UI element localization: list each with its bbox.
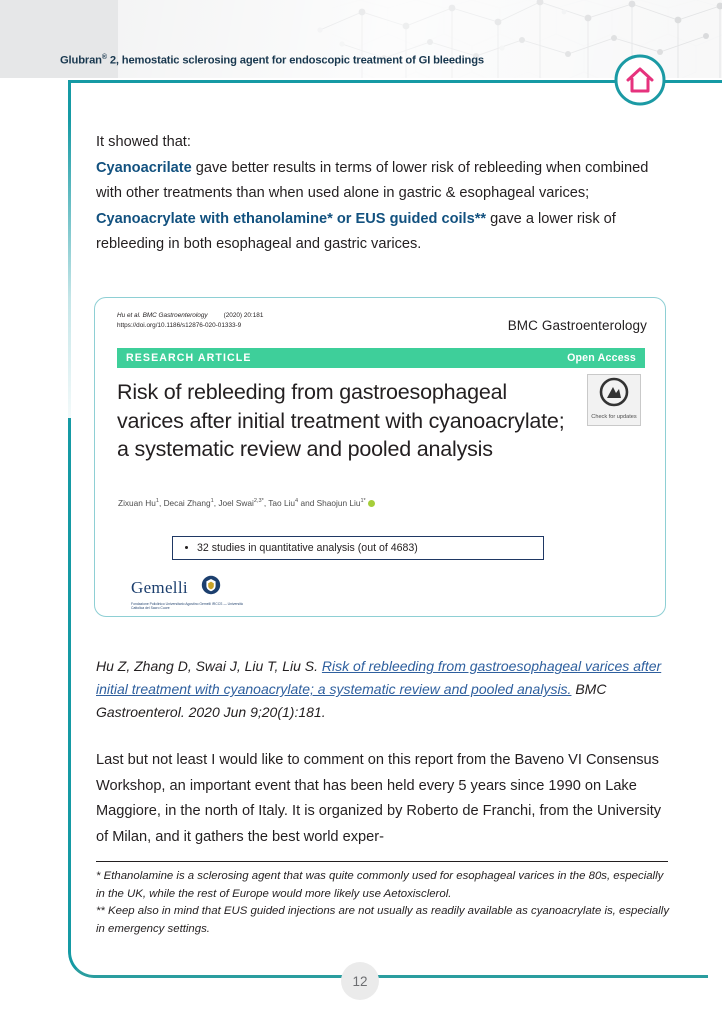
orcid-icon bbox=[368, 500, 375, 507]
intro-text: It showed that: bbox=[96, 134, 191, 150]
article-authors bbox=[118, 498, 375, 508]
banner-label-research-article: RESEARCH ARTICLE bbox=[126, 352, 252, 364]
footnote-divider bbox=[96, 861, 668, 862]
key-finding-value: 32 studies in quantitative analysis (out of 4683) bbox=[197, 542, 418, 554]
authors-list: Zixuan Hu$^1$, Decai Zhang$^1$, Joel Swai$^{2,3*}$, Tao Liu$^4$ and Shaojun Liu$^{1*}$ bbox=[118, 498, 366, 508]
article-meta-line bbox=[117, 311, 263, 330]
citation-authors: Hu Z, Zhang D, Swai J, Liu T, Liu S. bbox=[96, 658, 322, 674]
frame-left-fade bbox=[68, 118, 74, 418]
article-meta-citation: Hu et al. BMC Gastroenterology bbox=[117, 312, 208, 319]
key-finding-box bbox=[172, 536, 544, 560]
registered-trademark-symbol: ® bbox=[101, 54, 107, 61]
closing-paragraph: Last but not least I would like to comment on this report from the Baveno VI Consensus Workshop, an important event that has been held every 5 years since 1990 on Lake Maggiore, in the north of Italy. It is organized by Roberto de Franchi, from the University of Milan, and it gathers the best world exper- bbox=[96, 752, 662, 845]
journal-article-preview-card bbox=[94, 297, 666, 617]
paragraph-cyanoacrylate-ethanolamine bbox=[96, 207, 664, 258]
footnote-1: * Ethanolamine is a sclerosing agent that was quite commonly used for esophageal varices in the 80s, especially in the UK, while the rest of Europe would more likely use Aetoxisclerol. bbox=[96, 870, 664, 900]
article-citation bbox=[96, 655, 668, 724]
paragraph-1-text: gave better results in terms of lower risk of rebleeding when combined with other treatments than when used alone in gastric & esophageal varices; bbox=[96, 159, 649, 201]
footnote-2: ** Keep also in mind that EUS guided injections are not usually as readily available as cyanoacrylate is, especially in emergency settings. bbox=[96, 905, 670, 935]
footnotes-section bbox=[96, 868, 670, 938]
main-content-column bbox=[96, 130, 664, 258]
gemelli-subtitle: Fondazione Policlinico Universitario Agostino Gemelli IRCCS — Università Cattolica del Sacro Cuore bbox=[131, 602, 243, 611]
page-number: 12 bbox=[341, 962, 379, 1000]
citation-link[interactable]: Risk of rebleeding from gastroesophageal varices after initial treatment with cyanoacrylate; a systematic review and pooled analysis. bbox=[96, 658, 662, 697]
gemelli-logo bbox=[131, 575, 311, 611]
header-title-main: Glubran bbox=[60, 54, 102, 67]
crossmark-icon bbox=[588, 375, 640, 409]
gemelli-wordmark: Gemelli bbox=[131, 577, 188, 597]
check-for-updates-badge[interactable] bbox=[587, 374, 641, 426]
frame-top-extension bbox=[708, 80, 722, 83]
check-for-updates-label: Check for updates bbox=[591, 414, 637, 421]
home-button[interactable] bbox=[612, 52, 668, 108]
paragraph-2-text: gave a lower risk of rebleeding in both esophageal and gastric varices. bbox=[96, 210, 616, 252]
term-cyanoacrylate-ethanolamine: Cyanoacrylate with ethanolamine* or EUS guided coils** bbox=[96, 210, 487, 227]
gemelli-shield-icon bbox=[201, 575, 221, 600]
citation-source: BMC Gastroenterol. 2020 Jun 9;20(1):181. bbox=[96, 681, 607, 720]
journal-name: BMC Gastroenterology bbox=[507, 318, 647, 333]
page-header-title bbox=[60, 54, 484, 67]
intro-line bbox=[96, 130, 664, 156]
research-article-banner bbox=[117, 348, 645, 368]
article-title: Risk of rebleeding from gastroesophageal varices after initial treatment with cyanoacrylate; a systematic review and pooled analysis bbox=[117, 380, 565, 461]
term-cyanoacrilate: Cyanoacrilate bbox=[96, 159, 192, 176]
header-title-rest: 2, hemostatic sclerosing agent for endoscopic treatment of GI bleedings bbox=[106, 54, 484, 67]
article-doi: https://doi.org/10.1186/s12876-020-01333-9 bbox=[117, 321, 242, 329]
key-finding-text bbox=[185, 542, 418, 554]
article-meta-volume: (2020) 20:181 bbox=[223, 312, 264, 319]
paragraph-cyanoacrilate bbox=[96, 156, 664, 207]
bullet-point-icon bbox=[185, 546, 188, 549]
banner-label-open-access: Open Access bbox=[567, 352, 636, 364]
